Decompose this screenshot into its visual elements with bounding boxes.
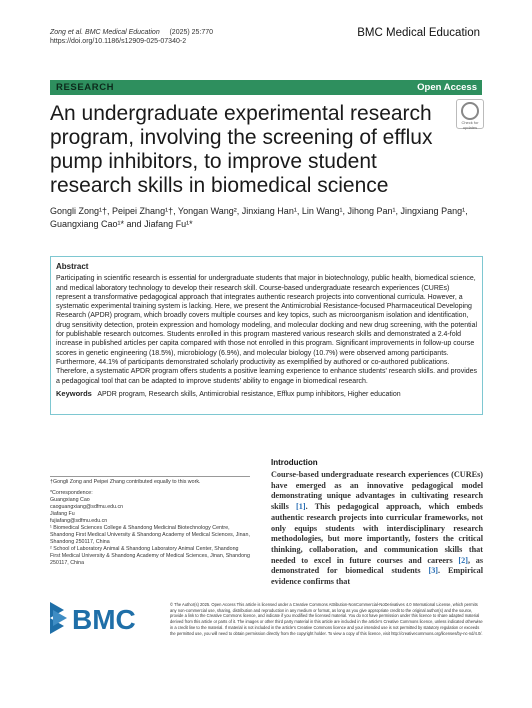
copyright-notice: © The Author(s) 2025. Open Access This article is licensed under a Creative Commons Attribution-NonCommercial-NoDerivatives 4.0 International License, which permits any non-commercial use, sharing, distribution and reproduction in any medium or format, as long as you give appropriate credit to the original author(s) and the source, provide a link to the Creative Commons licence, and indicate if you modified the licensed material. You do not have permission under this licence to share adapted material derived from this article or parts of it. The images or other third party material in this article are included in the article's Creative Commons licence, unless indicated otherwise in a credit line to the material. If material is not included in the article's Creative Commons licence and your intended use is not permitted by statutory regulation or exceeds the permitted use, you will need to obtain permission directly from the copyright holder. To view a copy of this licence, visit http://creativecommons.org/licenses/by-nc-nd/4.0/. <box>170 602 483 636</box>
equal-contribution-note: †Gongli Zong and Peipei Zhang contributed equally to this work. <box>50 479 201 485</box>
reference-link-3[interactable]: [3] <box>428 566 439 576</box>
affiliation-2: ² School of Laboratory Animal & Shandong Laboratory Animal Center, Shandong First Medical University & Shandong Academy of Medical Sciences, Jinan, Shandong 250117, China <box>50 546 250 566</box>
bmc-logo <box>50 602 160 634</box>
article-title: An undergraduate experimental research program, involving the screening of efflux pump inhibitors, to improve student research skills in biomedical science <box>50 102 433 197</box>
doi-link[interactable]: https://doi.org/10.1186/s12909-025-07340-2 <box>50 37 187 45</box>
intro-part-3: , as demonstrated for biomedical students <box>271 555 484 576</box>
citation-volume: (2025) 25:770 <box>169 29 214 36</box>
keywords-label: Keywords <box>56 388 92 398</box>
open-access-label: Open Access <box>417 82 477 93</box>
abstract-heading: Abstract <box>56 262 89 271</box>
logo-text: BMC <box>72 604 136 634</box>
introduction-text <box>271 470 483 588</box>
article-type-label: RESEARCH <box>56 82 115 93</box>
corresponding-email-2[interactable]: fujiafang@sdfmu.edu.cn <box>50 518 108 524</box>
article-type-banner <box>50 80 482 95</box>
author-list: Gongli Zong¹†, Peipei Zhang¹†, Yongan Wang², Jinxiang Han¹, Lin Wang¹, Jihong Pan¹, Jingxiang Pang¹, Guangxiang Cao¹* and Jiafang Fu¹* <box>50 206 468 229</box>
affiliation-1: ¹ Biomedical Sciences College & Shandong Medicinal Biotechnology Centre, Shandong First Medical University & Shandong Academy of Medical Sciences, Jinan, Shandong 250117, China <box>50 525 250 545</box>
keywords-list: APDR program, Research skills, Antimicrobial resistance, Efflux pump inhibitors, Higher education <box>97 390 401 398</box>
logo-triangle-mid <box>53 610 67 626</box>
abstract-text: Participating in scientific research is essential for undergraduate students that major in biotechnology, public health, biomedical science, and medical laboratory technology to develop their research skill. Course-based undergraduate research experiences (CUREs) represent a transformative pedagogical approach that integrates authentic research projects into conventional curricula. However, a systematic experimental training system is lacking. Here, we present the Antimicrobial Resistance-focused Pharmaceutical Developing Research (APDR) program, which broadly covers multiple courses and key topics, such as microorganism isolation and identification, drug sensitivity detection, protein expression and homology modeling, and molecular docking and new drug screening, with the potential for publishable research outcomes. Students enrolled in this program mastered various research skills and demonstrated a 2.4-fold increase in published articles per capita compared with those not enrolled in this program. Significant improvements in follow-up course scores in genetic engineering (18.5%), microbiology (6.9%), and molecular biology (10.7%) were observed among participants. Furthermore, 44.1% of participants demonstrated scholarly productivity as exemplified by authored or co-authored publications. Therefore, a systematic APDR program offers students a positive learning experience to enhance students' research skills. and provides a pedagogical tool that can be adapted to improve students' ability to engage in biomedical research. <box>56 275 478 385</box>
intro-part-4: . Empirical evidence confirms that <box>271 566 483 587</box>
corresponding-author-1: Guangxiang Cao <box>50 497 90 503</box>
check-updates-line2: updates <box>462 125 478 130</box>
reference-link-1[interactable]: [1] <box>296 502 306 512</box>
intro-part-2: . This pedagogical approach, which embeds authentic research projects into curricular frameworks, not only equips students with interdisciplinary research methodologies, but more importantly, fosters the critical thinking, collaboration, and communication skills that needed to excel in future courses and careers <box>271 502 483 565</box>
corresponding-email-1[interactable]: caoguangxiang@sdfmu.edu.cn <box>50 504 124 510</box>
reference-link-2[interactable]: [2] <box>458 555 468 565</box>
corresponding-author-2: Jiafang Fu <box>50 511 75 517</box>
intro-part-1: Course-based undergraduate research experiences (CUREs) have emerged as an innovative pedagogical model demonstrating unique advantages in cultivating research skills <box>271 470 483 512</box>
footnote-rule <box>50 476 250 477</box>
correspondence-label: *Correspondence: <box>50 490 93 496</box>
footnotes <box>50 476 250 567</box>
citation-header <box>50 29 213 46</box>
citation-author: Zong et al. BMC Medical Education <box>50 29 160 36</box>
introduction-heading: Introduction <box>271 458 318 467</box>
check-for-updates-badge[interactable] <box>456 99 484 129</box>
keywords <box>56 389 478 399</box>
journal-name: BMC Medical Education <box>357 27 480 39</box>
check-updates-icon <box>461 102 479 120</box>
abstract-box <box>50 256 483 415</box>
check-updates-line1: Check for <box>461 120 479 125</box>
